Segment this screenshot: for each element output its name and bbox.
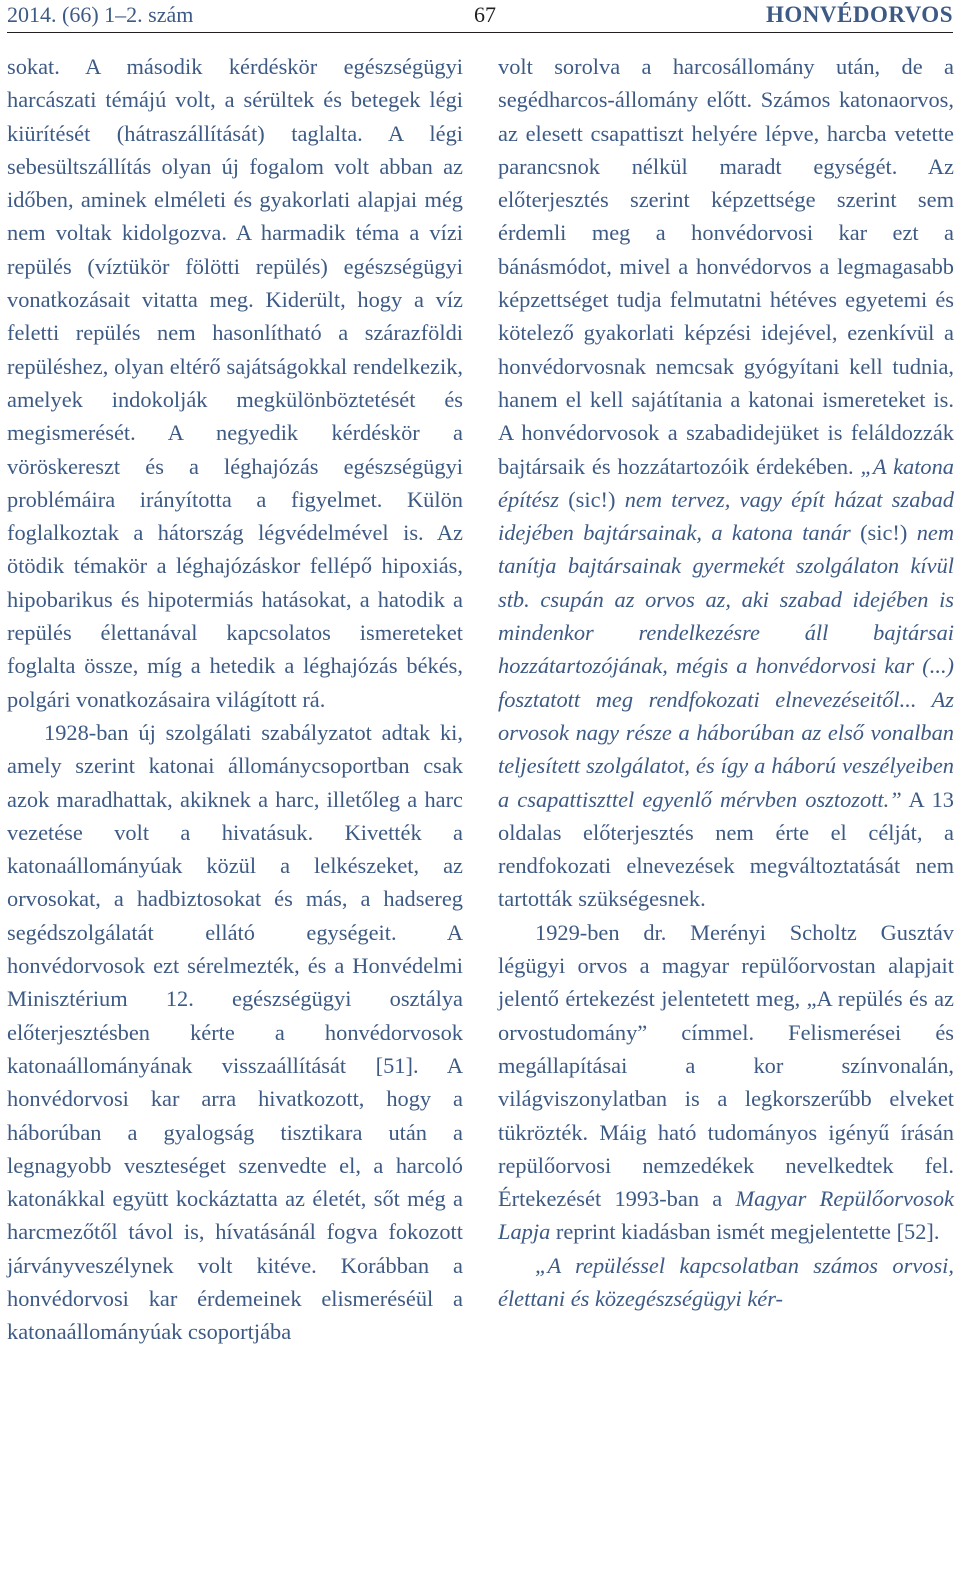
issue-info: 2014. (66) 1–2. szám bbox=[7, 2, 194, 27]
right-paragraph-2-end: reprint kiadásban ismét megjelentette [52]. bbox=[550, 1219, 940, 1245]
right-column bbox=[498, 50, 954, 1315]
left-column bbox=[7, 50, 463, 1349]
quote-part-2: nem tervez, vagy épít házat szabad idejében bajtársainak, a katona tanár bbox=[498, 486, 955, 546]
right-paragraph-1-end: A 13 oldalas előterjesztés nem érte el célját, a rendfokozati elnevezések megváltoztatását nem tartották szükségesnek. bbox=[498, 786, 954, 912]
right-paragraph-1 bbox=[498, 50, 954, 916]
right-paragraph-2-text: 1929-ben dr. Merényi Scholtz Gusztáv légügyi orvos a magyar repülőorvostan alapjait jelentő értekezést jelentetett meg, „A repülés és az orvostudomány” címmel. Felismerései és megállapításai a kor színvonalán, világviszonylatban is a legkorszerűbb elveket tükrözték. Máig ható tudományos igényű írásán repülőorvosi nemzedékek nevelkedtek fel. Értekezését 1993-ban a bbox=[498, 919, 954, 1212]
quote-part-1: „A katona építész bbox=[498, 453, 955, 512]
journal-title: HONVÉDORVOS bbox=[766, 2, 953, 27]
right-paragraph-2 bbox=[498, 916, 954, 1249]
left-paragraph-1: sokat. A második kérdéskör egészségügyi harcászati témájú volt, a sérültek és betegek légi kiürítését (hátraszállítását) taglalta. A légi sebesültszállítás olyan új fogalom volt abban az időben, aminek elméleti és gyakorlati alapjai még nem voltak kidolgozva. A harmadik téma a vízi repülés (víztükör fölötti repülés) egészségügyi vonatkozásait vitatta meg. Kiderült, hogy a víz feletti repülés nem hasonlítható a szárazföldi repüléshez, olyan eltérő sajátságokkal rendelkezik, amelyek indokolják megkülönböztetését és megismerését. A negyedik kérdéskör a vöröskereszt és a léghajózás egészségügyi problémáira irányította a figyelmet. Külön foglalkoztak a hátország légvédelmével is. Az ötödik témakör a léghajózáskor fellépő hipoxiás, hipobarikus és hipotermiás hatásokat, a hatodik a repülés élettanával kapcsolatos ismereteket foglalta össze, míg a hetedik a léghajózás békés, polgári vonatkozásaira világított rá. bbox=[7, 54, 463, 712]
journal-reference: Magyar Repülőorvosok Lapja bbox=[498, 1186, 954, 1245]
right-paragraph-1-text: volt sorolva a harcosállomány után, de a segédharcos-állomány előtt. Számos katonaorvos, az elesett csapattiszt helyére lépve, harcba vetette parancsnok nélkül maradt egységét. Az előterjesztés szerint képzettsége szerint sem érdemli meg a honvédorvosi kar ezt a bánásmódot, mivel a honvédorvos a legmagasabb képzettséget tudja felmutatni hétéves egyetemi és kötelező gyakorlati képzési idejével, ezenkívül a honvédorvosnak nemcsak gyógyítani kell tudnia, hanem el kell sajátítania a katonai ismereteket is. A honvédorvosok a szabadidejüket is feláldozzák bajtársaik és hozzátartozóik érdekében. bbox=[498, 54, 954, 479]
quote-start: „A repüléssel kapcsolatban számos orvosi, élettani és közegészségügyi kér- bbox=[498, 1252, 954, 1311]
quote-part-3: nem tanítja bajtársainak gyermekét szolgálaton kívül stb. csupán az orvos az, aki szabad idejében is mindenkor rendelkezésre áll bajtársai hozzátartozójának, mégis a honvédorvosi kar (...) fosztatott meg rendfokozati elnevezéseitől... Az orvosok nagy része a háborúban az első vonalban teljesített szolgálatot, és így a háború veszélyeiben a csapattiszttel egyenlő mérvben osztozott.” bbox=[498, 520, 955, 812]
page-number: 67 bbox=[474, 2, 496, 27]
running-header bbox=[7, 0, 953, 33]
right-paragraph-3 bbox=[498, 1249, 954, 1316]
sic-note-1: (sic!) bbox=[558, 486, 625, 512]
left-paragraph-2: 1928-ban új szolgálati szabályzatot adtak ki, amely szerint katonai állománycsoportban csak azok maradhattak, akiknek a harc, illetőleg a harc vezetése volt a hivatásuk. Kivették a katonaállományúak közül a lelkészeket, az orvosokat, a hadbiztosokat és más, a hadsereg segédszolgálatát ellátó egységeit. A honvédorvosok ezt sérelmezték, és a Honvédelmi Minisztérium 12. egészségügyi osztálya előterjesztésben kérte a honvédorvosok katonaállományának visszaállítását [51]. A honvédorvosi kar arra hivatkozott, hogy a háborúban a gyalogság tisztikara után a legnagyobb veszteséget szenvedte el, a harcoló katonákkal együtt kockáztatta az életét, sőt még a harcmezőtől távol is, hívatásánál fogva fokozott járványveszélynek volt kitéve. Korábban a honvédorvosi kar érdemeinek elismeréséül a katonaállományúak csoportjába bbox=[7, 719, 463, 1345]
sic-note-2: (sic!) bbox=[850, 520, 917, 546]
